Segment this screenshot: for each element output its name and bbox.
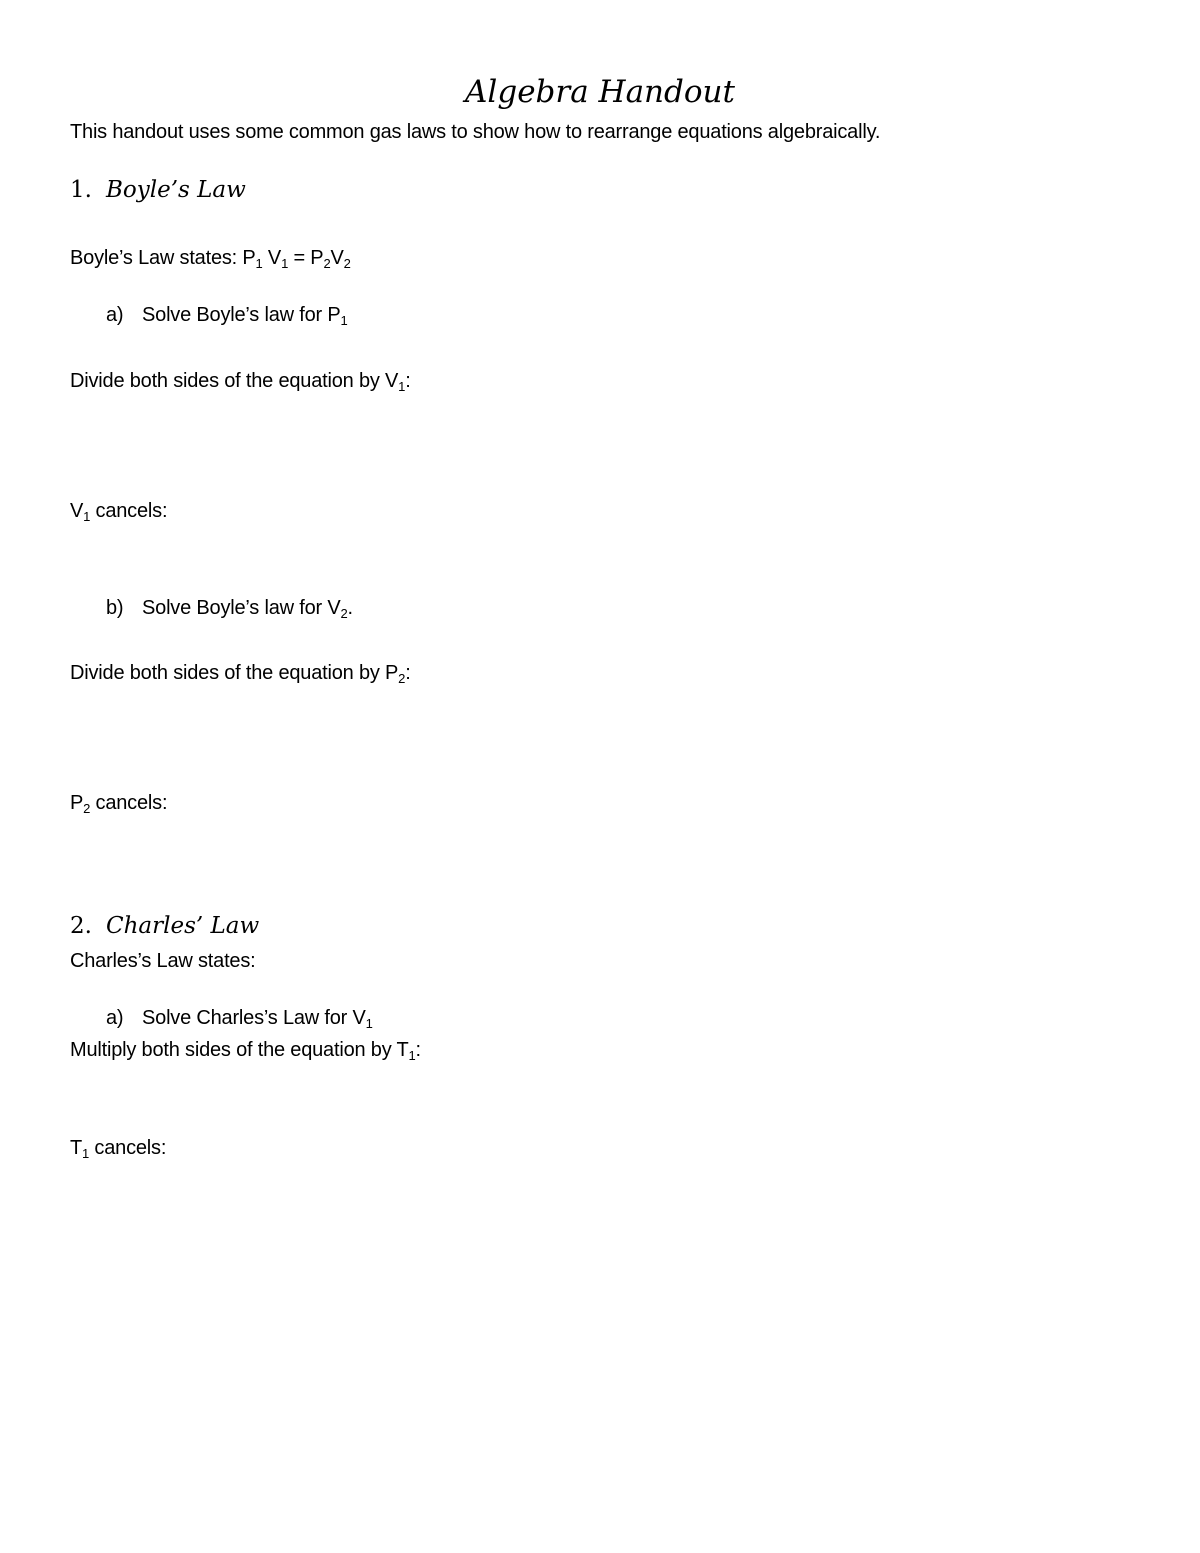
equation-p2-subscript: 2 [323,256,331,271]
part-text: Solve Charles’s Law for V [142,1007,366,1029]
part-1a-prompt [106,304,348,327]
step-subscript: 1 [408,1048,416,1063]
step-text-end: : [405,662,411,684]
part-text: Solve Boyle’s law for V [142,597,341,619]
step-variable: T [70,1137,83,1159]
section-title: Charles’ Law [106,913,260,939]
step-subscript: 2 [398,671,406,686]
part-2a-step1 [70,1039,421,1062]
equation-p1-subscript: 1 [255,256,263,271]
equation-v2: V [330,247,344,269]
section-title: Boyle’s Law [106,177,246,203]
charles-law-statement: Charles’s Law states: [70,950,256,972]
section-heading-charles-law [70,913,259,939]
step-text: cancels: [89,1137,167,1159]
page-title: Algebra Handout [465,74,735,110]
section-heading-boyles-law [70,177,246,203]
equation-v2-subscript: 2 [343,256,351,271]
equation-p2: P [310,247,324,269]
part-1a-step2 [70,500,167,523]
part-1b-step2 [70,792,167,815]
intro-text: This handout uses some common gas laws to show how to rearrange equations algebraically. [70,121,881,143]
part-text: Solve Boyle’s law for P [142,304,341,326]
step-text: cancels: [90,500,168,522]
part-2a-step2 [70,1137,166,1160]
step-text: Multiply both sides of the equation by T [70,1039,409,1061]
step-text: Divide both sides of the equation by P [70,662,399,684]
step-subscript: 1 [398,379,406,394]
list-marker: b) [106,597,124,619]
step-variable: P [70,792,84,814]
equation-v1: V [267,247,282,269]
step-variable: V [70,500,84,522]
step-text-end: : [405,370,411,392]
section-number: 1. [70,177,92,203]
part-1a-step1 [70,370,411,393]
step-subscript: 1 [82,1146,90,1161]
list-marker: a) [106,304,124,326]
section-number: 2. [70,913,92,939]
step-subscript: 1 [83,509,91,524]
equation-v1-subscript: 1 [281,256,289,271]
boyles-law-statement [70,247,351,270]
step-text: Divide both sides of the equation by V [70,370,399,392]
part-2a-prompt [106,1007,373,1030]
step-subscript: 2 [83,801,91,816]
part-1b-prompt [106,597,353,620]
equation-p1: P [242,247,256,269]
list-marker: a) [106,1007,124,1029]
part-1b-step1 [70,662,411,685]
statement-prefix: Boyle’s Law states: [70,247,243,269]
equation-equals: = [288,247,311,269]
part-subscript: 1 [340,313,348,328]
part-text-end: . [347,597,353,619]
step-text: cancels: [90,792,168,814]
part-subscript: 2 [340,606,348,621]
step-text-end: : [415,1039,421,1061]
part-subscript: 1 [365,1016,373,1031]
